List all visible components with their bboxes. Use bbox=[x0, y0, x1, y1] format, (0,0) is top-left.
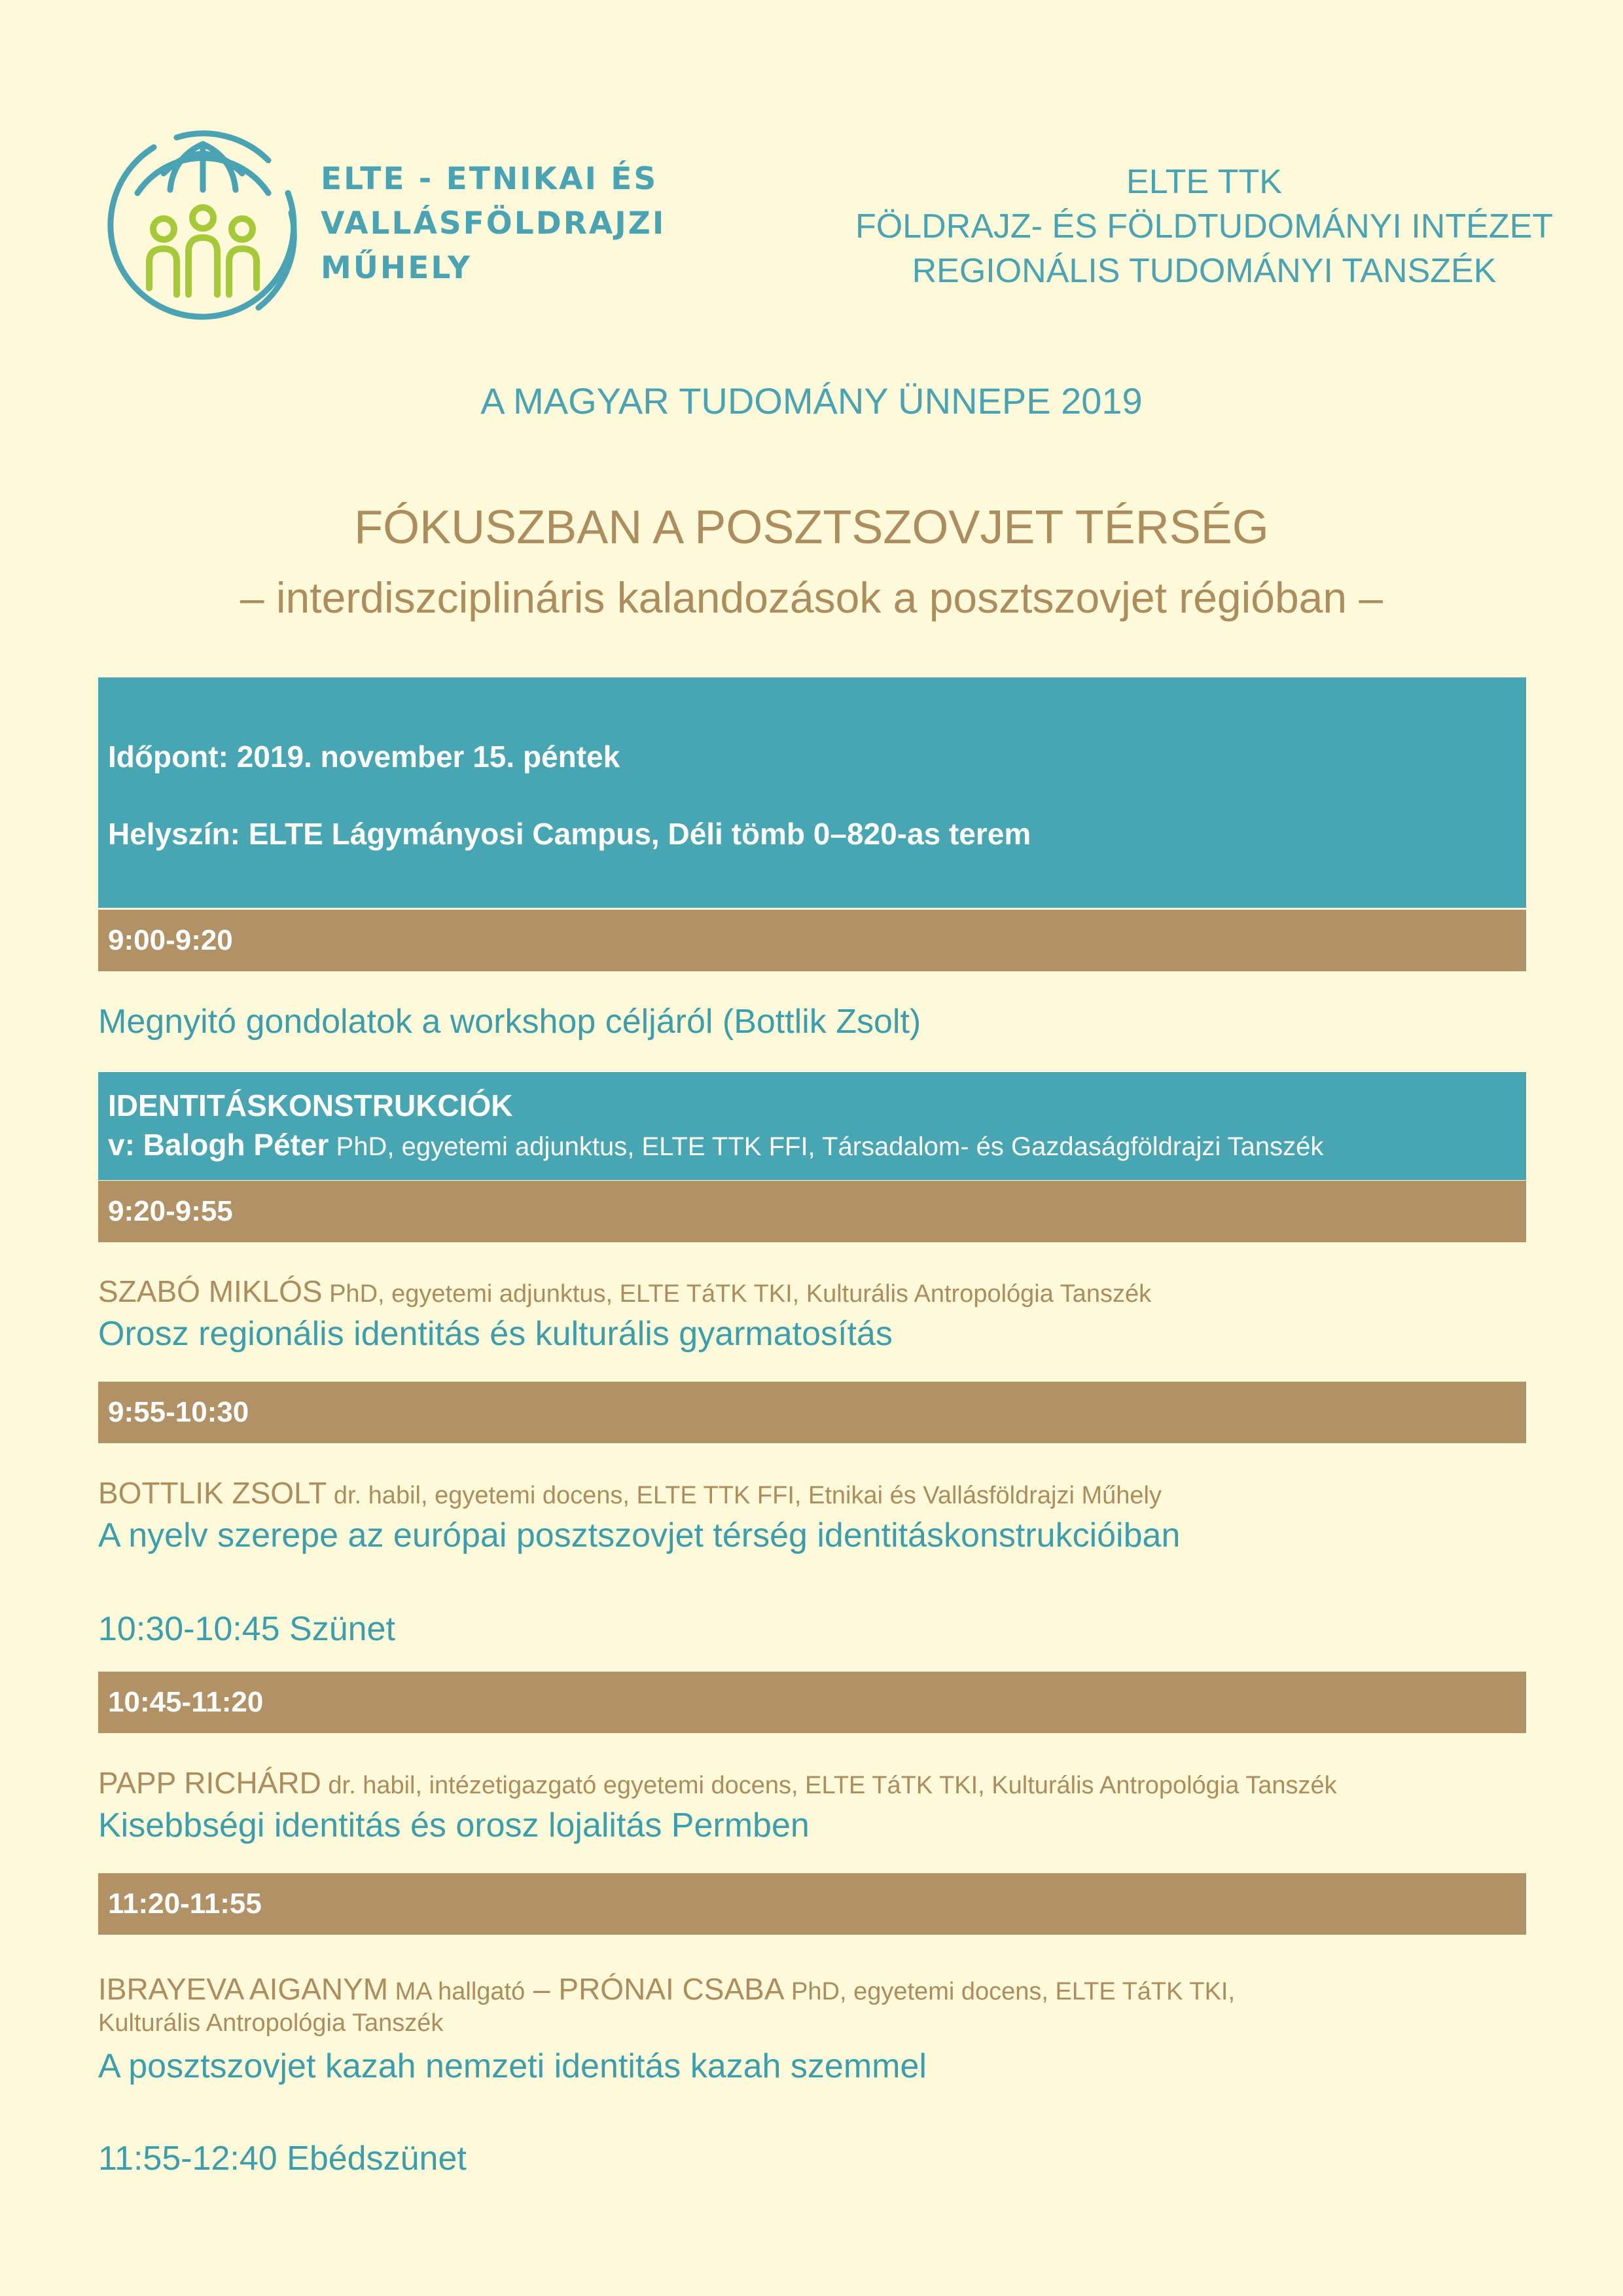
time-label: 10:45-11:20 bbox=[108, 1686, 264, 1718]
globe-people-logo-icon bbox=[92, 121, 314, 344]
moderator-affiliation: PhD, egyetemi adjunktus, ELTE TTK FFI, Társadalom- és Gazdaságföldrajzi Tanszék bbox=[329, 1132, 1324, 1161]
event-venue: Helyszín: ELTE Lágymányosi Campus, Déli tömb 0–820-as terem bbox=[108, 817, 1031, 851]
speaker-name: BOTTLIK ZSOLT bbox=[98, 1476, 327, 1510]
info-box bbox=[98, 677, 1526, 908]
logo-text-line-1: ELTE - ETNIKAI ÉS bbox=[321, 161, 658, 197]
speaker-name: PAPP RICHÁRD bbox=[98, 1766, 321, 1800]
logo-text-line-2: VALLÁSFÖLDRAJZI bbox=[321, 206, 666, 242]
institution-line-2: FÖLDRAJZ- ÉS FÖLDTUDOMÁNYI INTÉZET bbox=[855, 207, 1554, 245]
time-bar-slot-3 bbox=[98, 1382, 1526, 1443]
talk-title: A nyelv szerepe az európai posztszovjet térség identitáskonstrukcióiban bbox=[98, 1516, 1181, 1554]
time-label: 9:20-9:55 bbox=[108, 1195, 233, 1227]
time-label: 9:55-10:30 bbox=[108, 1396, 249, 1428]
talk-title: Kisebbségi identitás és orosz lojalitás Permben bbox=[98, 1806, 810, 1844]
moderator-name: v: Balogh Péter bbox=[108, 1128, 329, 1162]
speaker-affiliation: PhD, egyetemi docens, ELTE TáTK TKI, bbox=[784, 1978, 1236, 2005]
section-title: IDENTITÁSKONSTRUKCIÓK bbox=[108, 1088, 513, 1122]
main-subtitle: – interdiszciplináris kalandozások a posztszovjet régióban – bbox=[240, 573, 1383, 622]
speaker-line bbox=[98, 1974, 1235, 2004]
speaker-name: PRÓNAI CSABA bbox=[558, 1972, 785, 2006]
main-title: FÓKUSZBAN A POSZTSZOVJET TÉRSÉG bbox=[354, 501, 1269, 554]
talk-title: A posztszovjet kazah nemzeti identitás kazah szemmel bbox=[98, 2047, 927, 2085]
break-lunch: 11:55-12:40 Ebédszünet bbox=[98, 2140, 467, 2178]
time-bar-slot-5 bbox=[98, 1873, 1526, 1935]
time-bar-slot-2 bbox=[98, 1181, 1526, 1242]
institution-line-3: REGIONÁLIS TUDOMÁNYI TANSZÉK bbox=[912, 252, 1497, 290]
institution-line-1: ELTE TTK bbox=[1126, 163, 1282, 201]
speaker-separator: – bbox=[525, 1972, 559, 2006]
speaker-affiliation: PhD, egyetemi adjunktus, ELTE TáTK TKI, Kulturális Antropológia Tanszék bbox=[322, 1280, 1152, 1308]
speaker-affiliation: MA hallgató bbox=[388, 1978, 526, 2005]
talk-title: Orosz regionális identitás és kulturális gyarmatosítás bbox=[98, 1315, 893, 1353]
section-header bbox=[98, 1072, 1526, 1180]
speaker-line bbox=[98, 1768, 1337, 1798]
time-bar-slot-4 bbox=[98, 1672, 1526, 1733]
speaker-name: IBRAYEVA AIGANYM bbox=[98, 1972, 389, 2006]
speaker-line bbox=[98, 1276, 1151, 1306]
logo-text-line-3: MŰHELY bbox=[321, 250, 473, 286]
time-label: 9:00-9:20 bbox=[108, 924, 233, 956]
speaker-affiliation-continued: Kulturális Antropológia Tanszék bbox=[98, 2009, 444, 2037]
speaker-name: SZABÓ MIKLÓS bbox=[98, 1274, 323, 1308]
section-moderator bbox=[108, 1130, 1323, 1160]
opening-talk: Megnyitó gondolatok a workshop céljáról (Bottlik Zsolt) bbox=[98, 1003, 921, 1041]
speaker-affiliation: dr. habil, egyetemi docens, ELTE TTK FFI, Etnikai és Vallásföldrajzi Műhely bbox=[327, 1482, 1162, 1509]
speaker-affiliation: dr. habil, intézetigazgató egyetemi docens, ELTE TáTK TKI, Kulturális Antropológia Tanszék bbox=[321, 1772, 1337, 1799]
time-label: 11:20-11:55 bbox=[108, 1888, 262, 1920]
event-title: A MAGYAR TUDOMÁNY ÜNNEPE 2019 bbox=[480, 380, 1143, 422]
event-date: Időpont: 2019. november 15. péntek bbox=[108, 740, 620, 774]
time-bar-slot-1 bbox=[98, 910, 1526, 971]
break-coffee: 10:30-10:45 Szünet bbox=[98, 1610, 395, 1648]
speaker-line bbox=[98, 1478, 1162, 1508]
